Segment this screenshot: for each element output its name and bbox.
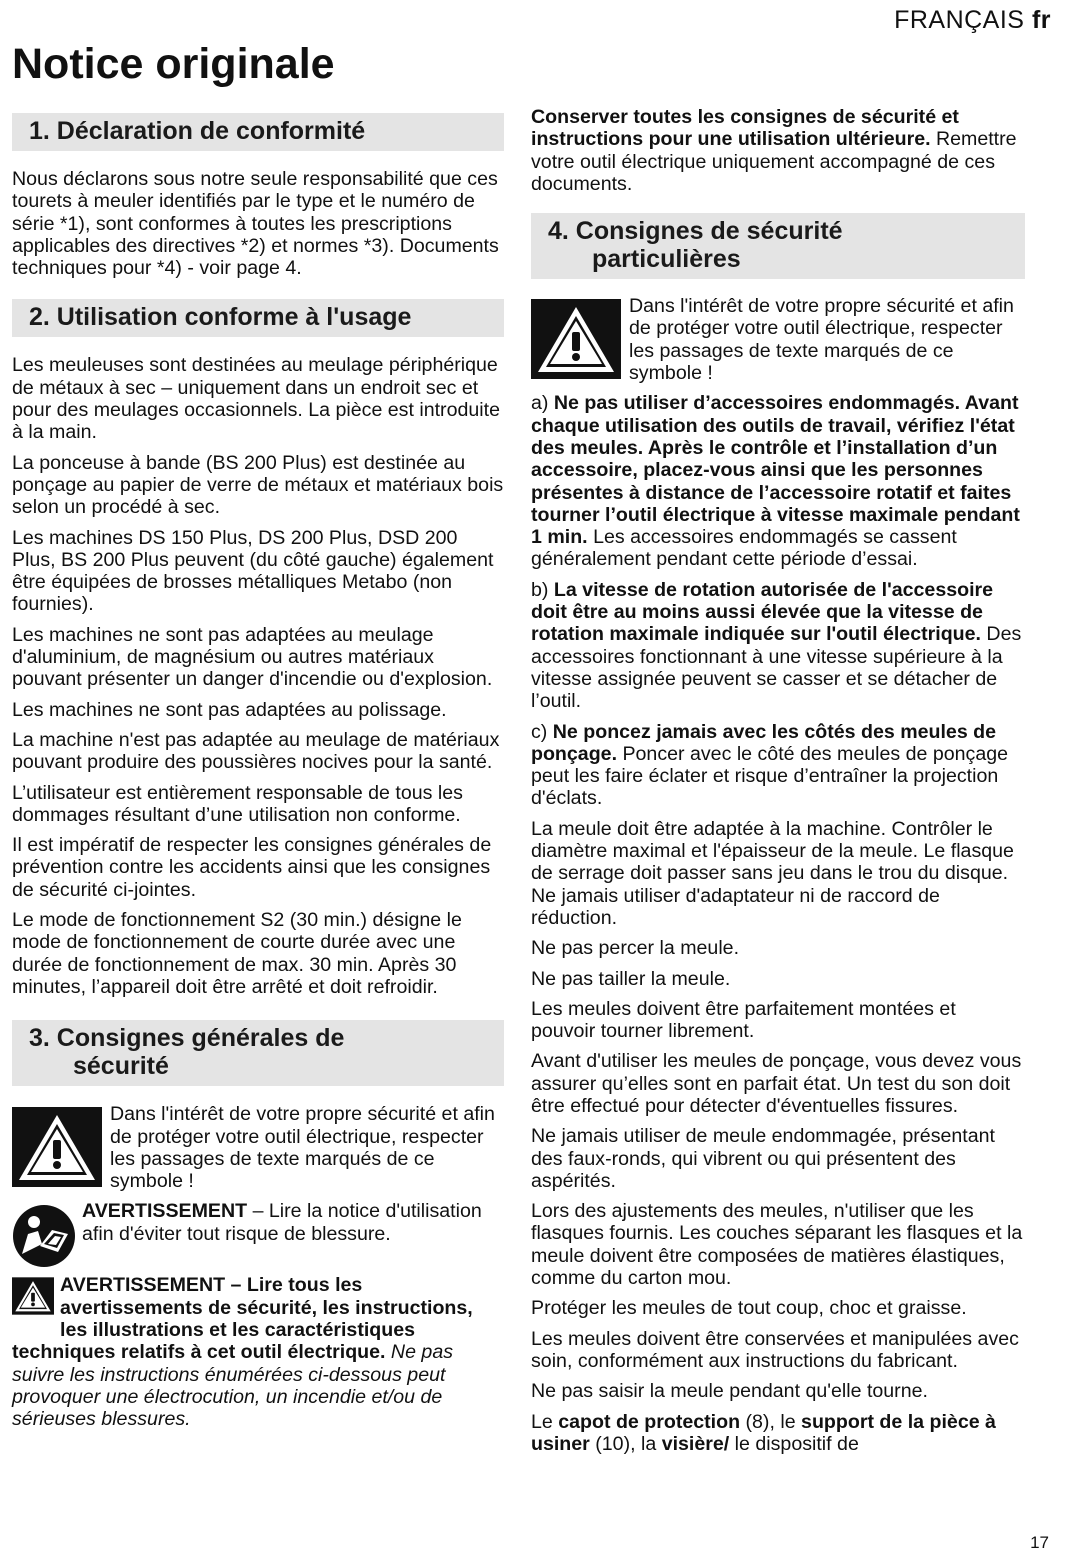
section-4-title-line2: particulières <box>592 245 741 274</box>
section-2-paragraph: Les machines ne sont pas adaptées au meulage d'aluminium, de magnésium ou autres matériaux pouvant présenter un danger d'incendie ou d'explosion. <box>12 623 493 691</box>
section-4-heading <box>531 213 1025 279</box>
guard-bold-3: visière/ <box>661 1432 730 1455</box>
small-warning-icon <box>12 1277 54 1320</box>
manual-warning-text: – Lire la notice d'utilisation afin d'éviter tout risque de blessure. <box>82 1200 482 1245</box>
general-warning-italic: Ne pas suivre les instructions énumérées ci-dessous peut provoquer une électrocution, un incendie et/ou de sérieuses blessures. <box>12 1341 454 1431</box>
page-title: Notice originale <box>12 40 335 88</box>
section-4-paragraph: Ne pas tailler la meule. <box>531 967 731 990</box>
guard-bold-2: support de la pièce à usiner <box>531 1410 996 1455</box>
section-2-paragraph: Les machines ne sont pas adaptées au polissage. <box>12 698 447 721</box>
section-4-paragraph: Les meules doivent être conservées et manipulées avec soin, conformément aux instructions du fabricant. <box>531 1327 1019 1372</box>
warning-triangle-icon <box>12 1107 102 1187</box>
section-2-paragraph: La machine n'est pas adaptée au meulage de matériaux pouvant produire des poussières nocives pour la santé. <box>12 728 500 774</box>
rule-a-label: a) <box>531 392 554 415</box>
general-warning-paragraph <box>12 1274 504 1430</box>
warning-symbol-note <box>12 1103 504 1192</box>
rule-a-bold: Ne pas utiliser d’accessoires endommagés. Avant chaque utilisation des outils de travail, vérifiez l'état des meules. Après le contrôle et l’installation d’un accessoire, placez-vous ainsi que les personnes présentes à distance de l’accessoire rotatif et faites tourner l’outil électrique à vitesse maximale pendant 1 min. <box>531 392 1020 549</box>
left-column <box>12 113 504 1438</box>
section-4-paragraph: La meule doit être adaptée à la machine. Contrôler le diamètre maximal et l'épaisseur de la meule. Le flasque de serrage doit passer sans jeu dans le trou du disque. Ne jamais utiliser d'adaptateur ni de raccord de réduction. <box>531 817 1014 929</box>
rule-a-text: Les accessoires endommagés se cassent généralement pendant cette période d’essai. <box>531 526 957 571</box>
section-2-heading: 2. Utilisation conforme à l'usage <box>12 299 504 337</box>
guard-paragraph <box>531 1411 1025 1456</box>
section-4-paragraph: Les meules doivent être parfaitement montées et pouvoir tourner librement. <box>531 997 956 1043</box>
guard-text-1: Le <box>531 1410 559 1433</box>
section-2-paragraph: Le mode de fonctionnement S2 (30 min.) désigne le mode de fonctionnement de courte durée avec une durée de fonctionnement de max. 30 min. Après 30 minutes, l’appareil doit être arrêté et doit refroidir. <box>12 909 462 998</box>
manual-warning-bold: AVERTISSEMENT <box>82 1200 248 1223</box>
section-4-paragraph: Lors des ajustements des meules, n'utiliser que les flasques fournis. Les couches séparant les flasques et la meule doivent être composées de matières élastiques, comme du carton mou. <box>531 1200 1023 1290</box>
rule-b-label: b) <box>531 578 554 601</box>
warning-symbol-text: Dans l'intérêt de votre propre sécurité et afin de protéger votre outil électrique, respecter les passages de texte marqués de ce symbole ! <box>110 1103 495 1193</box>
guard-text-2: (8), le <box>740 1410 802 1433</box>
section-2-paragraph: Les meuleuses sont destinées au meulage périphérique de métaux à sec – uniquement dans un endroit sec et pour des meulages occasionnels. La pièce est introduite à la main. <box>12 354 500 444</box>
section-1-heading: 1. Déclaration de conformité <box>12 113 504 151</box>
rule-c-text: Poncer avec le côté des meules de ponçage peut les faire éclater et risque d’entraîner la projection d'éclats. <box>531 742 1009 810</box>
guard-text-3: (10), la <box>589 1432 662 1455</box>
section-2-paragraph: La ponceuse à bande (BS 200 Plus) est destinée au ponçage au papier de verre de métaux et matériaux bois selon un procédé à sec. <box>12 451 504 519</box>
rule-c-bold: Ne poncez jamais avec les côtés des meules de ponçage. <box>531 720 997 765</box>
section-4-paragraph: Protéger les meules de tout coup, choc et graisse. <box>531 1297 967 1320</box>
section-1-paragraph: Nous déclarons sous notre seule responsabilité que ces tourets à meuler identifiés par le type et le numéro de série *1), sont conformes à toutes les prescriptions applicables des directives *2) et normes *3). Documents techniques pour *4) - voir page 4. <box>12 168 499 280</box>
section-3-heading <box>12 1020 504 1086</box>
page-number: 17 <box>1030 1533 1049 1552</box>
rule-b-bold: La vitesse de rotation autorisée de l'accessoire doit être au moins aussi élevée que la vitesse de rotation maximale indiquée sur l'outil électrique. <box>531 578 994 646</box>
read-manual-note <box>12 1200 504 1268</box>
section-4-paragraph: Avant d'utiliser les meules de ponçage, vous devez vous assurer qu’elles sont en parfait état. Un test du son doit être effectué pour détecter d'éventuelles fissures. <box>531 1050 1022 1117</box>
warning-symbol-note <box>531 295 1025 384</box>
language-code: fr <box>1031 6 1051 34</box>
section-4-paragraph: Ne pas saisir la meule pendant qu'elle tourne. <box>531 1380 928 1403</box>
keep-instructions-paragraph <box>531 106 1025 195</box>
section-2-paragraph: Il est impératif de respecter les consignes générales de prévention contre les accidents ainsi que les consignes de sécurité ci-jointes. <box>12 834 492 901</box>
rule-a <box>531 392 1025 570</box>
section-4-title-line1: 4. Consignes de sécurité <box>548 217 843 246</box>
section-3-title-line2: sécurité <box>73 1052 169 1081</box>
guard-text-4: le dispositif de <box>729 1432 859 1455</box>
section-2-paragraph: Les machines DS 150 Plus, DS 200 Plus, DSD 200 Plus, BS 200 Plus peuvent (du côté gauche) également être équipées de brosses métalliques Metabo (non fournies). <box>12 526 494 616</box>
language-label <box>894 6 1051 35</box>
section-2-paragraph: L’utilisateur est entièrement responsable de tous les dommages résultant d’une utilisation non conforme. <box>12 781 463 826</box>
rule-b <box>531 579 1025 713</box>
rule-b-text: Des accessoires fonctionnant à une vitesse supérieure à la vitesse assignée peuvent se casser et se détacher de l’outil. <box>531 623 1022 713</box>
right-column <box>531 106 1025 1463</box>
language-name: FRANÇAIS <box>894 6 1025 34</box>
section-4-paragraph: Ne jamais utiliser de meule endommagée, présentant des faux-ronds, qui vibrent ou qui présentent des aspérités. <box>531 1125 995 1192</box>
warning-triangle-icon <box>531 299 621 379</box>
general-warning-bold: AVERTISSEMENT – Lire tous les avertissements de sécurité, les instructions, les illustrations et les caractéristiques techniques relatifs à cet outil électrique. <box>12 1274 473 1364</box>
keep-instructions-text: Remettre votre outil électrique uniquement accompagné de ces documents. <box>531 128 1017 195</box>
section-3-title-line1: 3. Consignes générales de <box>29 1024 345 1053</box>
keep-instructions-bold: Conserver toutes les consignes de sécurité et instructions pour une utilisation ultérieure. <box>531 106 959 151</box>
rule-c-label: c) <box>531 720 553 743</box>
read-manual-icon <box>12 1204 76 1268</box>
warning-symbol-text: Dans l'intérêt de votre propre sécurité et afin de protéger votre outil électrique, respecter les passages de texte marqués de ce symbole ! <box>629 295 1014 385</box>
section-4-paragraph: Ne pas percer la meule. <box>531 937 740 960</box>
rule-c <box>531 721 1025 810</box>
guard-bold-1: capot de protection <box>558 1410 741 1433</box>
